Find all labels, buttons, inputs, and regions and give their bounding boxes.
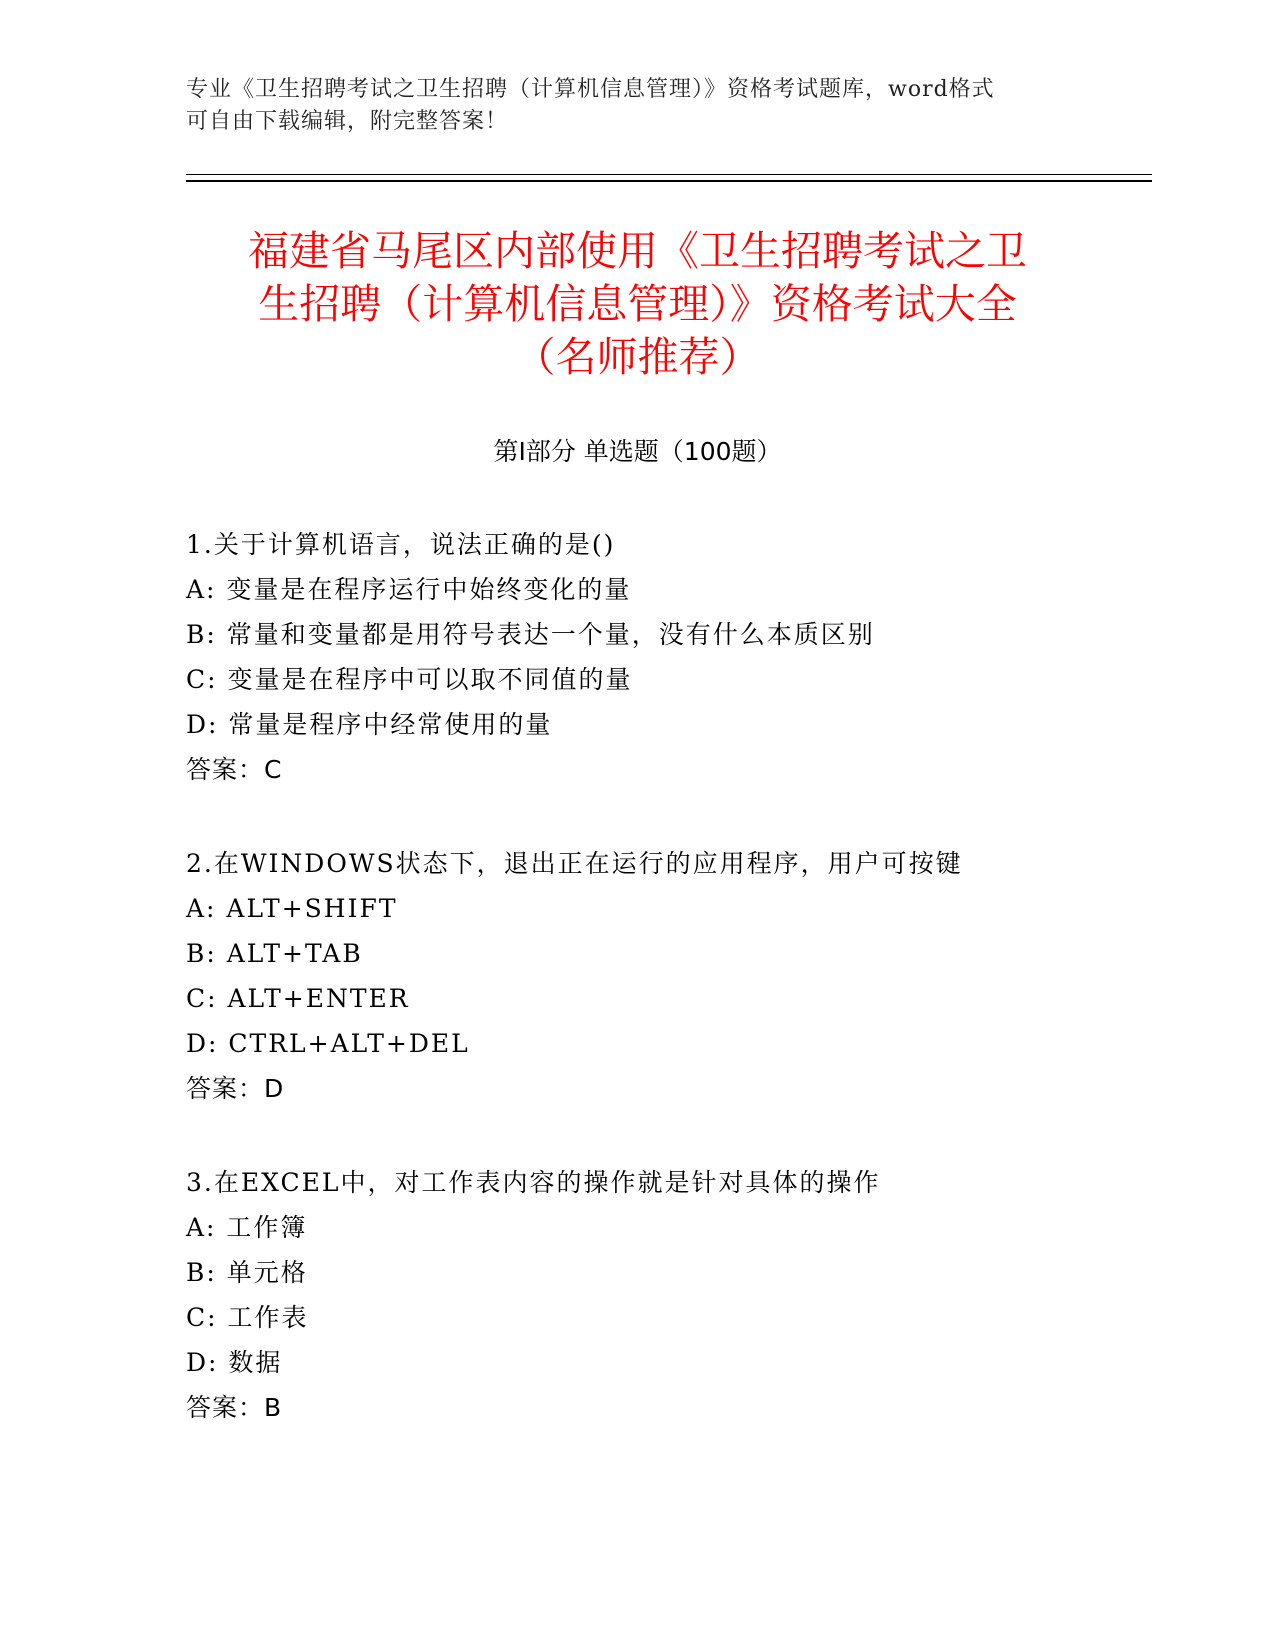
document-title-line-1: 福建省马尾区内部使用《卫生招聘考试之卫 (248, 227, 1027, 275)
header-divider-thin (186, 174, 1152, 175)
option-a: A: ALT+SHIFT (186, 894, 398, 923)
header-note-line-1: 专业《卫生招聘考试之卫生招聘（计算机信息管理）》资格考试题库，word格式 (186, 77, 995, 102)
header-divider-thick (186, 180, 1152, 182)
option-a: A: 变量是在程序运行中始终变化的量 (186, 575, 632, 604)
option-c: C: 工作表 (186, 1303, 309, 1332)
document-title-line-3: （名师推荐） (514, 333, 761, 381)
document-title (186, 225, 1089, 384)
document-title-line-2: 生招聘（计算机信息管理）》资格考试大全 (258, 280, 1017, 328)
option-b: B: 常量和变量都是用符号表达一个量，没有什么本质区别 (186, 620, 875, 649)
question-3 (186, 1160, 1146, 1430)
option-c: C: ALT+ENTER (186, 984, 410, 1013)
question-stem: 2.在WINDOWS状态下，退出正在运行的应用程序，用户可按键 (186, 849, 963, 878)
answer: 答案：D (186, 1074, 285, 1103)
option-d: D: 常量是程序中经常使用的量 (186, 710, 553, 739)
option-a: A: 工作簿 (186, 1213, 308, 1242)
section-title: 第I部分 单选题（100题） (493, 437, 782, 466)
question-stem: 3.在EXCEL中，对工作表内容的操作就是针对具体的操作 (186, 1168, 881, 1197)
option-d: D: CTRL+ALT+DEL (186, 1029, 470, 1058)
header-note (186, 74, 1066, 138)
question-stem: 1.关于计算机语言，说法正确的是() (186, 530, 616, 559)
question-1 (186, 522, 1146, 792)
option-b: B: ALT+TAB (186, 939, 363, 968)
answer: 答案：C (186, 755, 283, 784)
header-note-line-2: 可自由下载编辑，附完整答案！ (186, 109, 509, 134)
answer: 答案：B (186, 1393, 283, 1422)
option-c: C: 变量是在程序中可以取不同值的量 (186, 665, 633, 694)
option-b: B: 单元格 (186, 1258, 308, 1287)
question-2 (186, 841, 1146, 1111)
option-d: D: 数据 (186, 1348, 283, 1377)
